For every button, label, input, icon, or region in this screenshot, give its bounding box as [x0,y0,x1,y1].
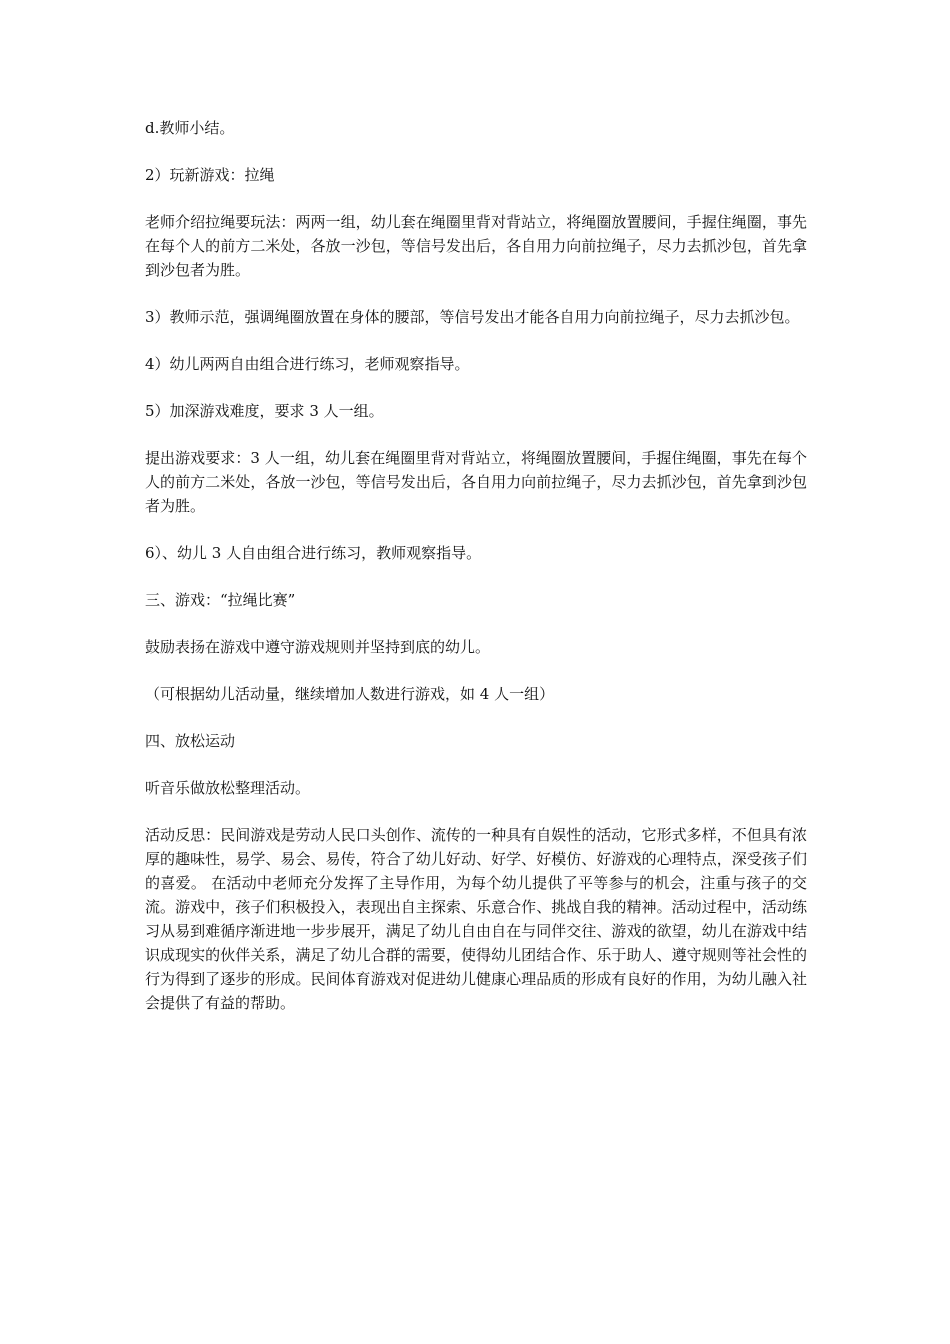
paragraph-group-practice: 6）、幼儿 3 人自由组合进行练习，教师观察指导。 [145,544,482,562]
paragraph-game-rules-pairs: 老师介绍拉绳要玩法：两两一组，幼儿套在绳圈里背对背站立，将绳圈放置腰间，手握住绳圈，事先在每个人的前方二米处，各放一沙包，等信号发出后，各自用力向前拉绳子，尽力去抓沙包，首先拿到沙包者为胜。 [145,213,807,279]
document-body [145,116,807,1038]
paragraph-music-relax: 听音乐做放松整理活动。 [145,779,311,797]
paragraph-teacher-summary: d.教师小结。 [145,119,235,137]
paragraph-pair-practice: 4）幼儿两两自由组合进行练习，老师观察指导。 [145,355,470,373]
section-heading-relaxation: 四、放松运动 [145,732,236,750]
paragraph-teacher-demo: 3）教师示范，强调绳圈放置在身体的腰部，等信号发出才能各自用力向前拉绳子，尽力去抓沙包。 [145,308,800,326]
paragraph-encouragement: 鼓励表扬在游戏中遵守游戏规则并坚持到底的幼儿。 [145,638,491,656]
paragraph-reflection: 活动反思：民间游戏是劳动人民口头创作、流传的一种具有自娱性的活动，它形式多样，不但具有浓厚的趣味性，易学、易会、易传，符合了幼儿好动、好学、好模仿、好游戏的心理特点，深受孩子们的喜爱。 在活动中老师充分发挥了主导作用，为每个幼儿提供了平等参与的机会，注重与孩子的交流。游戏中，孩子们积极投入，表现出自主探索、乐意合作、挑战自我的精神。活动过程中，活动练习从易到难循序渐进地一步步展开，满足了幼儿自由自在与同伴交往、游戏的欲望，幼儿在游戏中结识成现实的伙伴关系，满足了幼儿合群的需要，使得幼儿团结合作、乐于助人、遵守规则等社会性的行为得到了逐步的形成。民间体育游戏对促进幼儿健康心理品质的形成有良好的作用，为幼儿融入社会提供了有益的帮助。 [145,826,807,1012]
section-heading-game-contest: 三、游戏：“拉绳比赛” [145,591,296,609]
paragraph-increase-difficulty: 5）加深游戏难度，要求 3 人一组。 [145,402,384,420]
paragraph-game-rules-threes: 提出游戏要求：3 人一组，幼儿套在绳圈里背对背站立，将绳圈放置腰间，手握住绳圈，事先在每个人的前方二米处，各放一沙包，等信号发出后，各自用力向前拉绳子，尽力去抓沙包，首先拿到沙包者为胜。 [145,449,807,515]
paragraph-new-game-heading: 2）玩新游戏：拉绳 [145,166,275,184]
paragraph-note: （可根据幼儿活动量，继续增加人数进行游戏，如 4 人一组） [145,685,555,703]
